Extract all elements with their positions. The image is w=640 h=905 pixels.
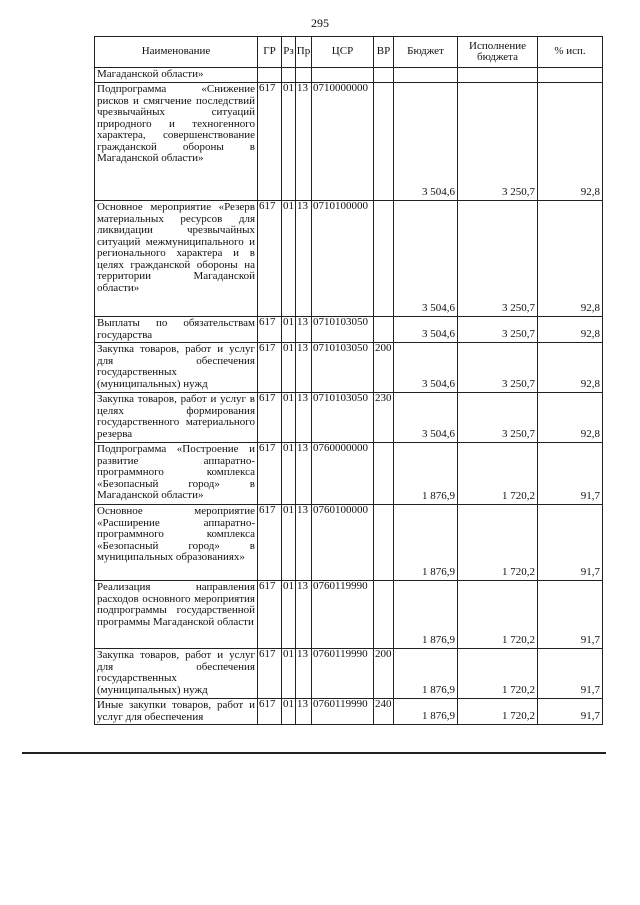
cell-budget: 1 876,9 [394, 443, 458, 505]
cell-pr: 13 [296, 699, 312, 725]
cell-gr: 617 [258, 393, 282, 443]
cell-vr [374, 83, 394, 201]
cell-pr: 13 [296, 649, 312, 699]
cell-pr: 13 [296, 83, 312, 201]
cell-vr: 200 [374, 649, 394, 699]
cell-csr: 0760119990 [312, 649, 374, 699]
cell-percent: 91,7 [538, 699, 603, 725]
cell-gr: 617 [258, 699, 282, 725]
header-pr: Пр [296, 37, 312, 68]
cell-percent: 91,7 [538, 581, 603, 649]
cell-csr: 0710103050 [312, 317, 374, 343]
cell-rz: 01 [282, 505, 296, 581]
cell-budget: 1 876,9 [394, 581, 458, 649]
cell-rz: 01 [282, 699, 296, 725]
cell-csr: 0760100000 [312, 505, 374, 581]
cell-gr: 617 [258, 201, 282, 317]
cell-execution: 1 720,2 [458, 699, 538, 725]
cell-rz: 01 [282, 201, 296, 317]
cell-name: Реализация направления расходов основного мероприятия подпрограммы государственной программы Магаданской области [95, 581, 258, 649]
cell-name: Подпрограмма «Построение и развитие аппаратно-программного комплекса «Безопасный город» в Магаданской области» [95, 443, 258, 505]
header-execution: Исполнение бюджета [458, 37, 538, 68]
cell-rz: 01 [282, 443, 296, 505]
page-number: 295 [311, 16, 329, 30]
table-row [95, 699, 603, 725]
cell-gr: 617 [258, 649, 282, 699]
cell-budget: 1 876,9 [394, 649, 458, 699]
header-rz: Рз [282, 37, 296, 68]
cell-execution: 3 250,7 [458, 317, 538, 343]
cell-execution: 3 250,7 [458, 83, 538, 201]
cell-name: Иные закупки товаров, работ и услуг для обеспечения [95, 699, 258, 725]
cell-name: Закупка товаров, работ и услуг в целях формирования государственного материального резерва [95, 393, 258, 443]
cell-csr: 0710103050 [312, 343, 374, 393]
cell-csr: 0710100000 [312, 201, 374, 317]
budget-execution-table [94, 36, 603, 725]
cell-pr: 13 [296, 343, 312, 393]
cell-gr: 617 [258, 443, 282, 505]
cell-budget: 3 504,6 [394, 317, 458, 343]
cell-csr: 0710000000 [312, 83, 374, 201]
cell-pr: 13 [296, 393, 312, 443]
cell-csr: 0710103050 [312, 393, 374, 443]
cell-csr: 0760000000 [312, 443, 374, 505]
cell-vr: 240 [374, 699, 394, 725]
header-percent: % исп. [538, 37, 603, 68]
cell-budget: 3 504,6 [394, 343, 458, 393]
cell-gr: 617 [258, 581, 282, 649]
cell-rz: 01 [282, 649, 296, 699]
continuation-row [95, 68, 603, 83]
cell-vr [374, 505, 394, 581]
cell-pr: 13 [296, 505, 312, 581]
cell-gr: 617 [258, 343, 282, 393]
cell-rz: 01 [282, 581, 296, 649]
cell-rz: 01 [282, 83, 296, 201]
table-row [95, 393, 603, 443]
cell-percent: 91,7 [538, 505, 603, 581]
cell-budget: 1 876,9 [394, 505, 458, 581]
page-divider [22, 752, 606, 754]
cell-rz: 01 [282, 393, 296, 443]
cell-percent: 92,8 [538, 317, 603, 343]
cell-execution: 1 720,2 [458, 505, 538, 581]
cell-execution: 3 250,7 [458, 343, 538, 393]
cell-vr [374, 581, 394, 649]
cell-percent: 91,7 [538, 649, 603, 699]
cell-vr: 230 [374, 393, 394, 443]
cell-vr [374, 201, 394, 317]
table-row [95, 83, 603, 201]
cell-budget: 3 504,6 [394, 393, 458, 443]
cell-name: Основное мероприятие «Резерв материальных ресурсов для ликвидации чрезвычайных ситуаций межмуниципального и регионального характера и в целях гражданской обороны на территории Магаданской области» [95, 201, 258, 317]
header-name: Наименование [95, 37, 258, 68]
cell-name: Закупка товаров, работ и услуг для обеспечения государственных (муниципальных) нужд [95, 649, 258, 699]
table-row [95, 581, 603, 649]
cell-execution: 1 720,2 [458, 649, 538, 699]
header-csr: ЦСР [312, 37, 374, 68]
cell-pr: 13 [296, 201, 312, 317]
cell-percent: 92,8 [538, 83, 603, 201]
table-row [95, 649, 603, 699]
table-row [95, 505, 603, 581]
cell-vr [374, 317, 394, 343]
cell-percent: 92,8 [538, 201, 603, 317]
header-budget: Бюджет [394, 37, 458, 68]
header-gr: ГР [258, 37, 282, 68]
cell-pr: 13 [296, 581, 312, 649]
cell-rz: 01 [282, 343, 296, 393]
cell-pr: 13 [296, 317, 312, 343]
cell-percent: 92,8 [538, 343, 603, 393]
table-row [95, 201, 603, 317]
cell-vr: 200 [374, 343, 394, 393]
cell-pr: 13 [296, 443, 312, 505]
cell-gr: 617 [258, 317, 282, 343]
cell-gr: 617 [258, 505, 282, 581]
cell-execution: 3 250,7 [458, 393, 538, 443]
cell-name: Подпрограмма «Снижение рисков и смягчение последствий чрезвычайных ситуаций природного и техногенного характера, совершенствование гражданской обороны в Магаданской области» [95, 83, 258, 201]
cell-vr [374, 443, 394, 505]
cell-name: Выплаты по обязательствам государства [95, 317, 258, 343]
continuation-name: Магаданской области» [95, 68, 258, 83]
table-row [95, 317, 603, 343]
header-vr: ВР [374, 37, 394, 68]
cell-percent: 91,7 [538, 443, 603, 505]
cell-execution: 3 250,7 [458, 201, 538, 317]
cell-gr: 617 [258, 83, 282, 201]
table-header-row [95, 37, 603, 68]
table-row [95, 343, 603, 393]
cell-rz: 01 [282, 317, 296, 343]
cell-percent: 92,8 [538, 393, 603, 443]
cell-budget: 1 876,9 [394, 699, 458, 725]
cell-budget: 3 504,6 [394, 201, 458, 317]
table-row [95, 443, 603, 505]
cell-csr: 0760119990 [312, 581, 374, 649]
cell-csr: 0760119990 [312, 699, 374, 725]
cell-name: Закупка товаров, работ и услуг для обеспечения государственных (муниципальных) нужд [95, 343, 258, 393]
cell-execution: 1 720,2 [458, 443, 538, 505]
cell-budget: 3 504,6 [394, 83, 458, 201]
cell-execution: 1 720,2 [458, 581, 538, 649]
cell-name: Основное мероприятие «Расширение аппаратно-программного комплекса «Безопасный город» в муниципальных образованиях» [95, 505, 258, 581]
